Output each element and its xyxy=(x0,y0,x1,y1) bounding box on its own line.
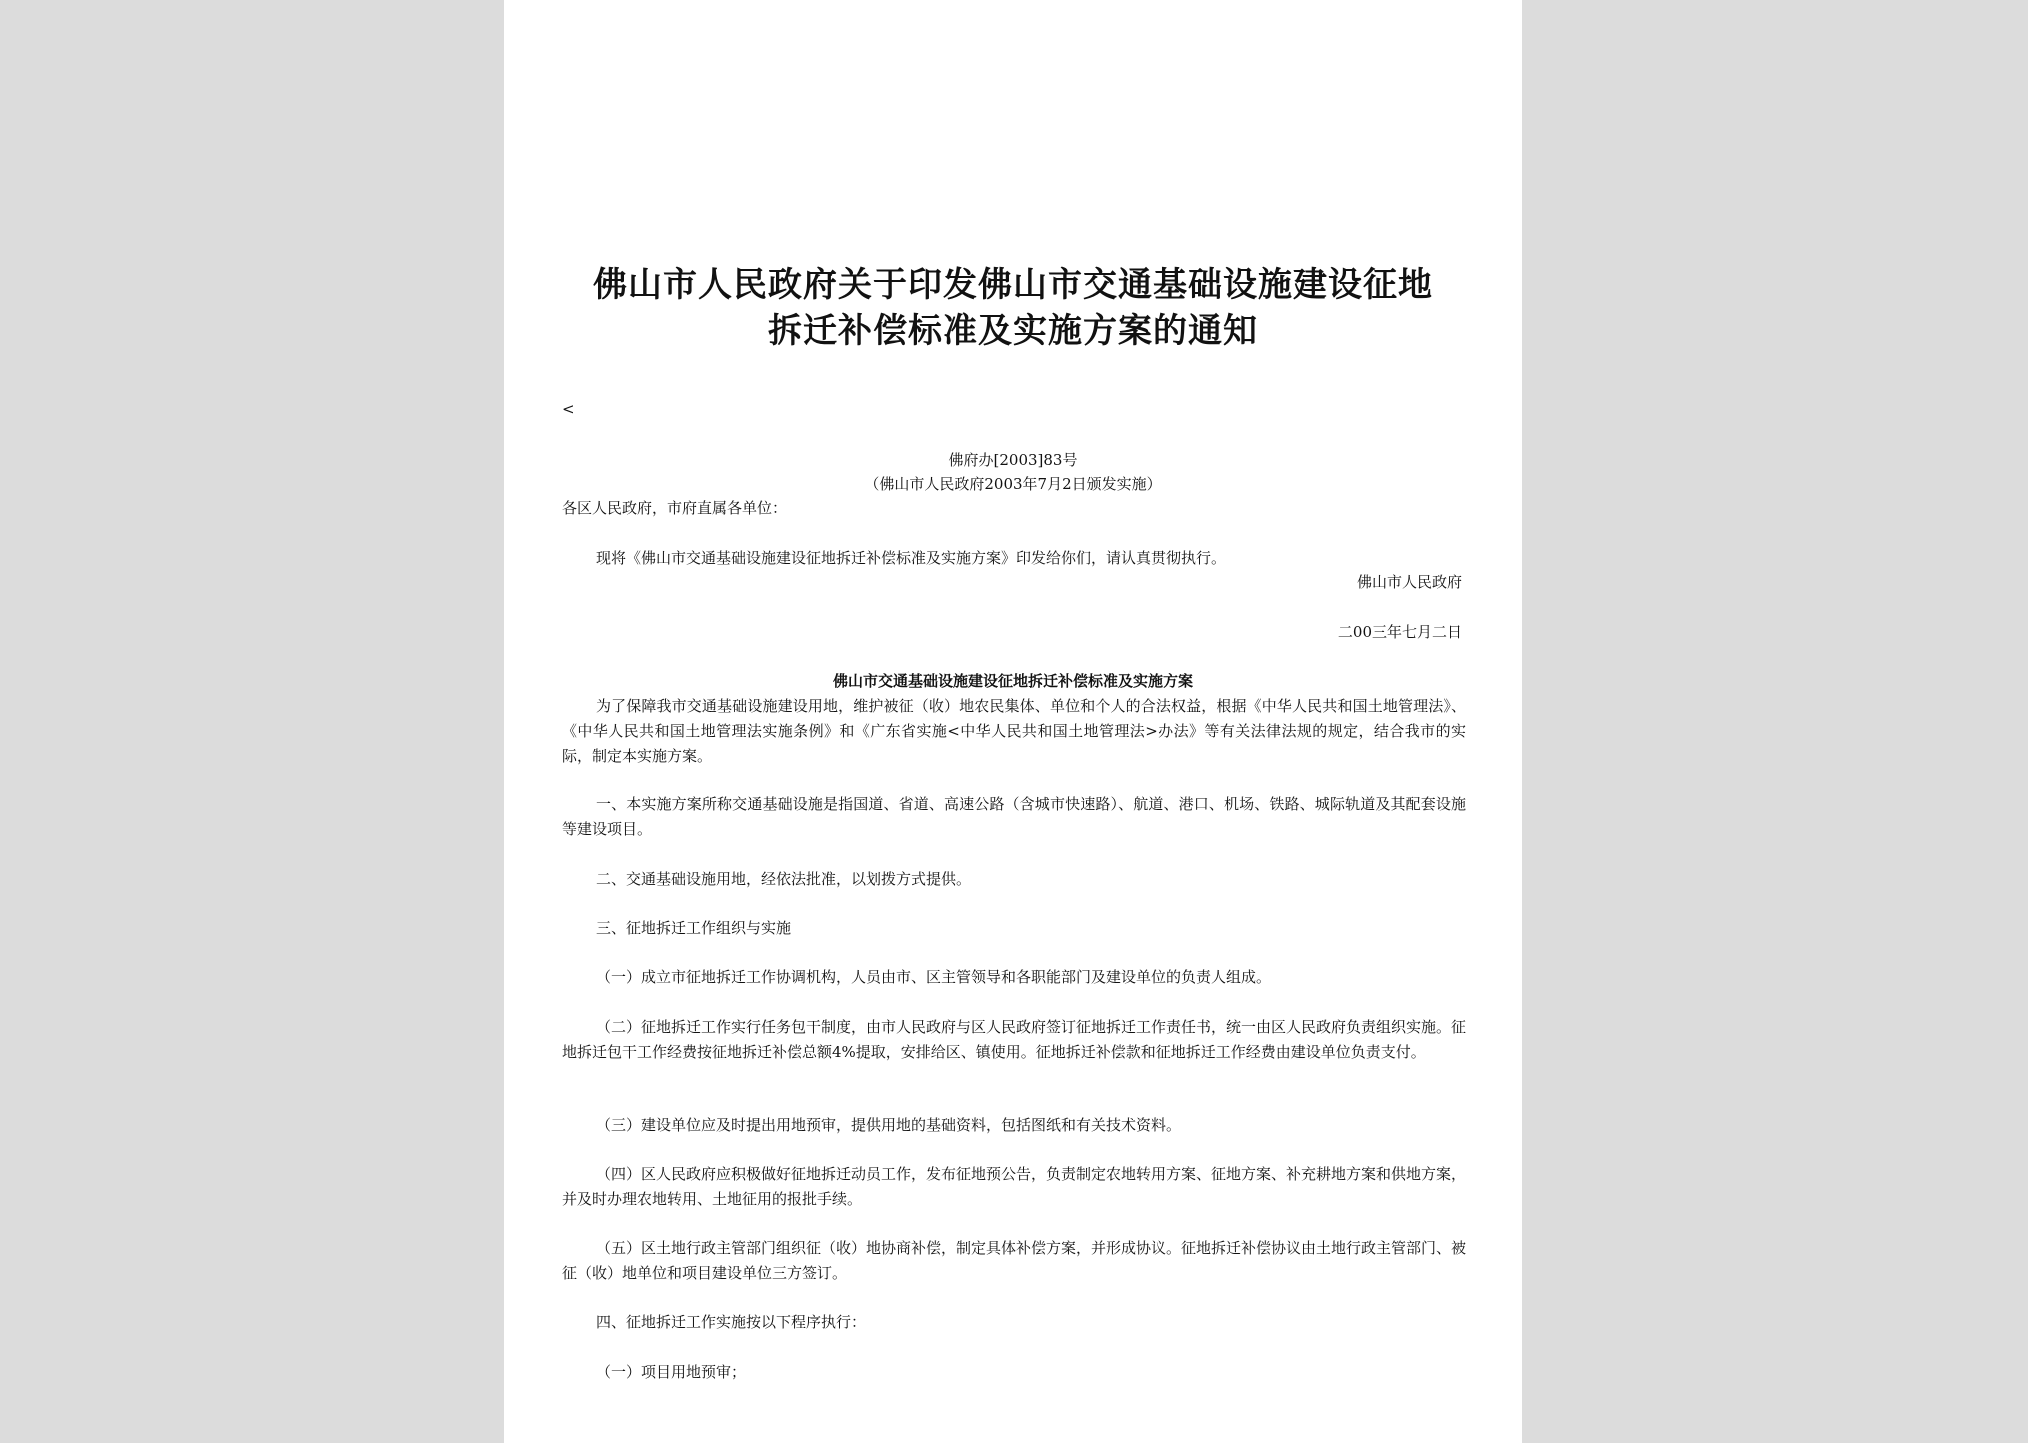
plan-title: 佛山市交通基础设施建设征地拆迁补偿标准及实施方案 xyxy=(832,672,1193,690)
paragraph: 一、本实施方案所称交通基础设施是指国道、省道、高速公路（含城市快速路）、航道、港口、机场、铁路、城际轨道及其配套设施等建设项目。 xyxy=(562,795,1466,838)
document-title xyxy=(564,262,1462,354)
paragraph: （二）征地拆迁工作实行任务包干制度，由市人民政府与区人民政府签订征地拆迁工作责任书，统一由区人民政府负责组织实施。征地拆迁包干工作经费按征地拆迁补偿总额4%提取，安排给区、镇使用。征地拆迁补偿款和征地拆迁工作经费由建设单位负责支付。 xyxy=(562,1018,1467,1061)
paragraph: （一）成立市征地拆迁工作协调机构，人员由市、区主管领导和各职能部门及建设单位的负责人组成。 xyxy=(596,968,1272,986)
document-number: 佛府办[2003]83号 xyxy=(948,451,1078,469)
paragraph: 为了保障我市交通基础设施建设用地，维护被征（收）地农民集体、单位和个人的合法权益，根据《中华人民共和国土地管理法》、《中华人民共和国土地管理法实施条例》和《广东省实施<中华人民共和国土地管理法>办法》等有关法律法规的规定，结合我市的实际，制定本实施方案。 xyxy=(562,697,1466,765)
paragraph: （三）建设单位应及时提出用地预审，提供用地的基础资料，包括图纸和有关技术资料。 xyxy=(596,1116,1182,1134)
stray-mark: < xyxy=(562,400,575,418)
paragraph: （一）项目用地预审； xyxy=(596,1363,747,1381)
title-line-2: 拆迁补偿标准及实施方案的通知 xyxy=(768,311,1258,351)
notice-body: 现将《佛山市交通基础设施建设征地拆迁补偿标准及实施方案》印发给你们，请认真贯彻执行。 xyxy=(596,549,1227,567)
signer: 佛山市人民政府 xyxy=(1356,573,1462,591)
title-line-1: 佛山市人民政府关于印发佛山市交通基础设施建设征地 xyxy=(593,265,1433,305)
paragraph: 四、征地拆迁工作实施按以下程序执行： xyxy=(596,1313,867,1331)
paragraph: （五）区土地行政主管部门组织征（收）地协商补偿，制定具体补偿方案，并形成协议。征地拆迁补偿协议由土地行政主管部门、被征（收）地单位和项目建设单位三方签订。 xyxy=(562,1239,1467,1282)
addressee: 各区人民政府，市府直属各单位： xyxy=(562,499,788,517)
issued-note: （佛山市人民政府2003年7月2日颁发实施） xyxy=(864,475,1162,493)
paragraph: 二、交通基础设施用地，经依法批准，以划拨方式提供。 xyxy=(596,870,972,888)
document-page xyxy=(504,0,1522,1443)
sign-date: 二00三年七月二日 xyxy=(1337,623,1462,641)
paragraph: 三、征地拆迁工作组织与实施 xyxy=(596,919,792,937)
paragraph: （四）区人民政府应积极做好征地拆迁动员工作，发布征地预公告，负责制定农地转用方案、征地方案、补充耕地方案和供地方案，并及时办理农地转用、土地征用的报批手续。 xyxy=(562,1165,1467,1208)
